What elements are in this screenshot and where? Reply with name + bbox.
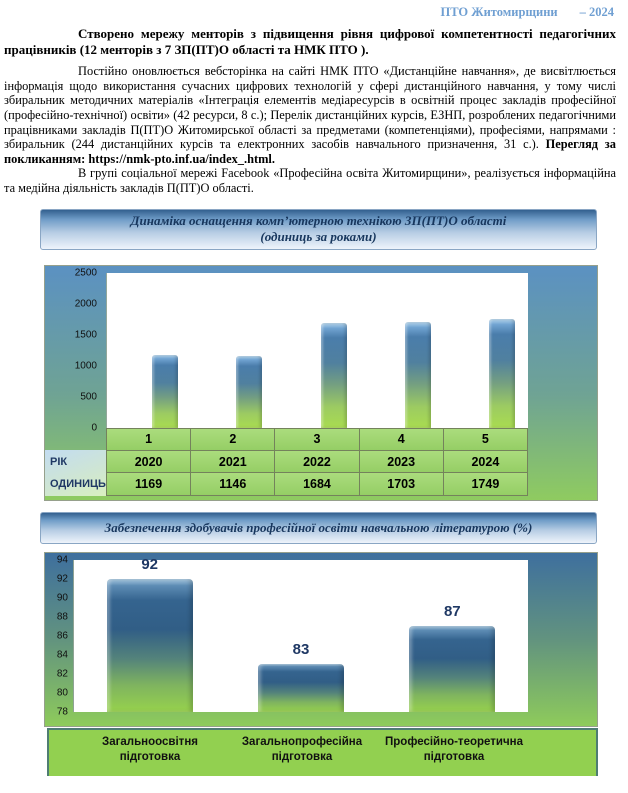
chart1-row-header-units: ОДИНИЦЬ: [50, 477, 106, 490]
chart2-title: Забезпечення здобувачів професійної освіти навчальною літературою (%): [104, 519, 533, 535]
chart1-value-cell: 1703: [360, 473, 444, 495]
link-url[interactable]: https://nmk-pto.inf.ua/index_.html.: [88, 151, 275, 166]
chart1-title-banner: [40, 209, 597, 250]
chart1-bar-column: [360, 273, 444, 428]
chart1-year-cell: 2021: [191, 451, 275, 473]
header-year-label: – 2024: [579, 5, 614, 19]
paragraph-website-text: Постійно оновлюється вебсторінка на сайті НМК ПТО «Дистанційне навчання», де висвітлюється інформація щодо використання сучасних цифрових технологій у сфері дистанційного навчання, у тому числі збиральник методичних матеріалів «Інтеграція елементів медіаресурсів в освітній процес закладів професійної (професійно-технічної) освіти» (42 ресурси, 8 с.); Перелік дистанційних курсів, ЕЗНП, розроблених педагогічними працівниками закладів П(ПТ)О Житомирської області за предметами (компетенціями), професіями, напрямами : збиральник (244 дистанційних курсів та електронних засобів навчального призначення, 31 с.).: [4, 64, 616, 152]
chart2-y-tick-label: 92: [56, 573, 68, 585]
chart1-bar: [236, 356, 262, 427]
chart2-y-axis: [45, 554, 73, 718]
chart1-category-cell: 1: [107, 429, 191, 451]
chart2-y-tick-label: 94: [56, 554, 68, 566]
chart1-value-cell: 1146: [191, 473, 275, 495]
link-label: Перегляд за покликанням:: [4, 137, 616, 166]
paragraph-website: [4, 64, 616, 166]
chart1: [44, 265, 598, 501]
chart2-category-label: Загальнопрофесійна підготовка: [241, 735, 363, 763]
chart2-plot-area: [73, 555, 528, 712]
paragraph-mentors: Створено мережу менторів з підвищення рівня цифрової компетентності педагогічних працівників (12 менторів з 7 ЗП(ПТ)О області та НМК ПТО ).: [4, 26, 616, 57]
chart2-bar: [107, 579, 193, 712]
chart1-year-cell: 2022: [275, 451, 359, 473]
page-header: [0, 0, 628, 20]
chart1-bar-column: [275, 273, 359, 428]
chart1-bar-column: [191, 273, 275, 428]
chart1-y-tick-label: 2000: [74, 298, 97, 310]
chart2-category-band: [47, 728, 598, 776]
chart1-value-cell: 1749: [444, 473, 528, 495]
chart1-category-cell: 2: [191, 429, 275, 451]
chart2-data-label: 92: [141, 555, 158, 573]
chart1-row-header-year: РІК: [50, 455, 68, 468]
chart1-value-cell: 1684: [275, 473, 359, 495]
chart1-y-tick-label: 1500: [74, 329, 97, 341]
chart1-title-line2: (одиниць за роками): [260, 229, 377, 245]
chart1-bar-column: [444, 273, 528, 428]
chart2-y-tick-label: 84: [56, 649, 68, 661]
chart2-category-label: Загальноосвітня підготовка: [102, 735, 198, 763]
chart1-y-tick-label: 500: [80, 391, 97, 403]
chart1-plot-area: [106, 273, 528, 428]
chart2-y-tick-label: 88: [56, 611, 68, 623]
chart1-year-cell: 2020: [107, 451, 191, 473]
chart1-year-cell: 2024: [444, 451, 528, 473]
chart2-y-tick-label: 82: [56, 668, 68, 680]
chart1-category-cell: 5: [444, 429, 528, 451]
chart2-bar-column: [74, 555, 225, 712]
chart2-y-tick-label: 80: [56, 687, 68, 699]
chart2-bar: [258, 664, 344, 712]
chart1-category-cell: 4: [360, 429, 444, 451]
chart2-bar: [409, 626, 495, 712]
chart1-y-tick-label: 0: [91, 422, 97, 434]
chart1-title-line1: Динаміка оснащення комп’ютерною технікою ЗП(ПТ)О області: [130, 213, 507, 229]
chart1-y-tick-label: 2500: [74, 267, 97, 279]
chart1-year-cell: 2023: [360, 451, 444, 473]
chart1-bar: [489, 319, 515, 427]
chart1-value-cell: 1169: [107, 473, 191, 495]
chart2-y-tick-label: 78: [56, 706, 68, 718]
paragraph-facebook: В групі соціальної мережі Facebook «Професійна освіта Житомирщини», реалізується інформаційна та медійна діяльність закладів П(ПТ)О області.: [4, 166, 616, 195]
chart1-bar: [321, 323, 347, 427]
chart2-bar-column: [225, 560, 376, 712]
chart1-row-headers: [45, 450, 106, 496]
chart1-bar-column: [107, 273, 191, 428]
chart2-y-tick-label: 90: [56, 592, 68, 604]
chart2-title-banner: [40, 512, 597, 544]
chart2: [44, 552, 598, 727]
chart1-data-table: [106, 428, 528, 496]
chart1-y-axis: [45, 267, 106, 434]
header-org-label: ПТО Житомирщини: [440, 5, 558, 19]
chart1-bar: [152, 355, 178, 427]
chart2-data-label: 87: [443, 603, 461, 621]
chart2-bar-column: [377, 560, 528, 712]
chart2-data-label: 83: [292, 641, 310, 659]
chart2-y-tick-label: 86: [56, 630, 68, 642]
chart1-category-cell: 3: [275, 429, 359, 451]
chart1-y-tick-label: 1000: [74, 360, 97, 372]
chart1-bar: [405, 322, 431, 428]
chart2-category-label: Професійно-теоретична підготовка: [385, 735, 523, 763]
